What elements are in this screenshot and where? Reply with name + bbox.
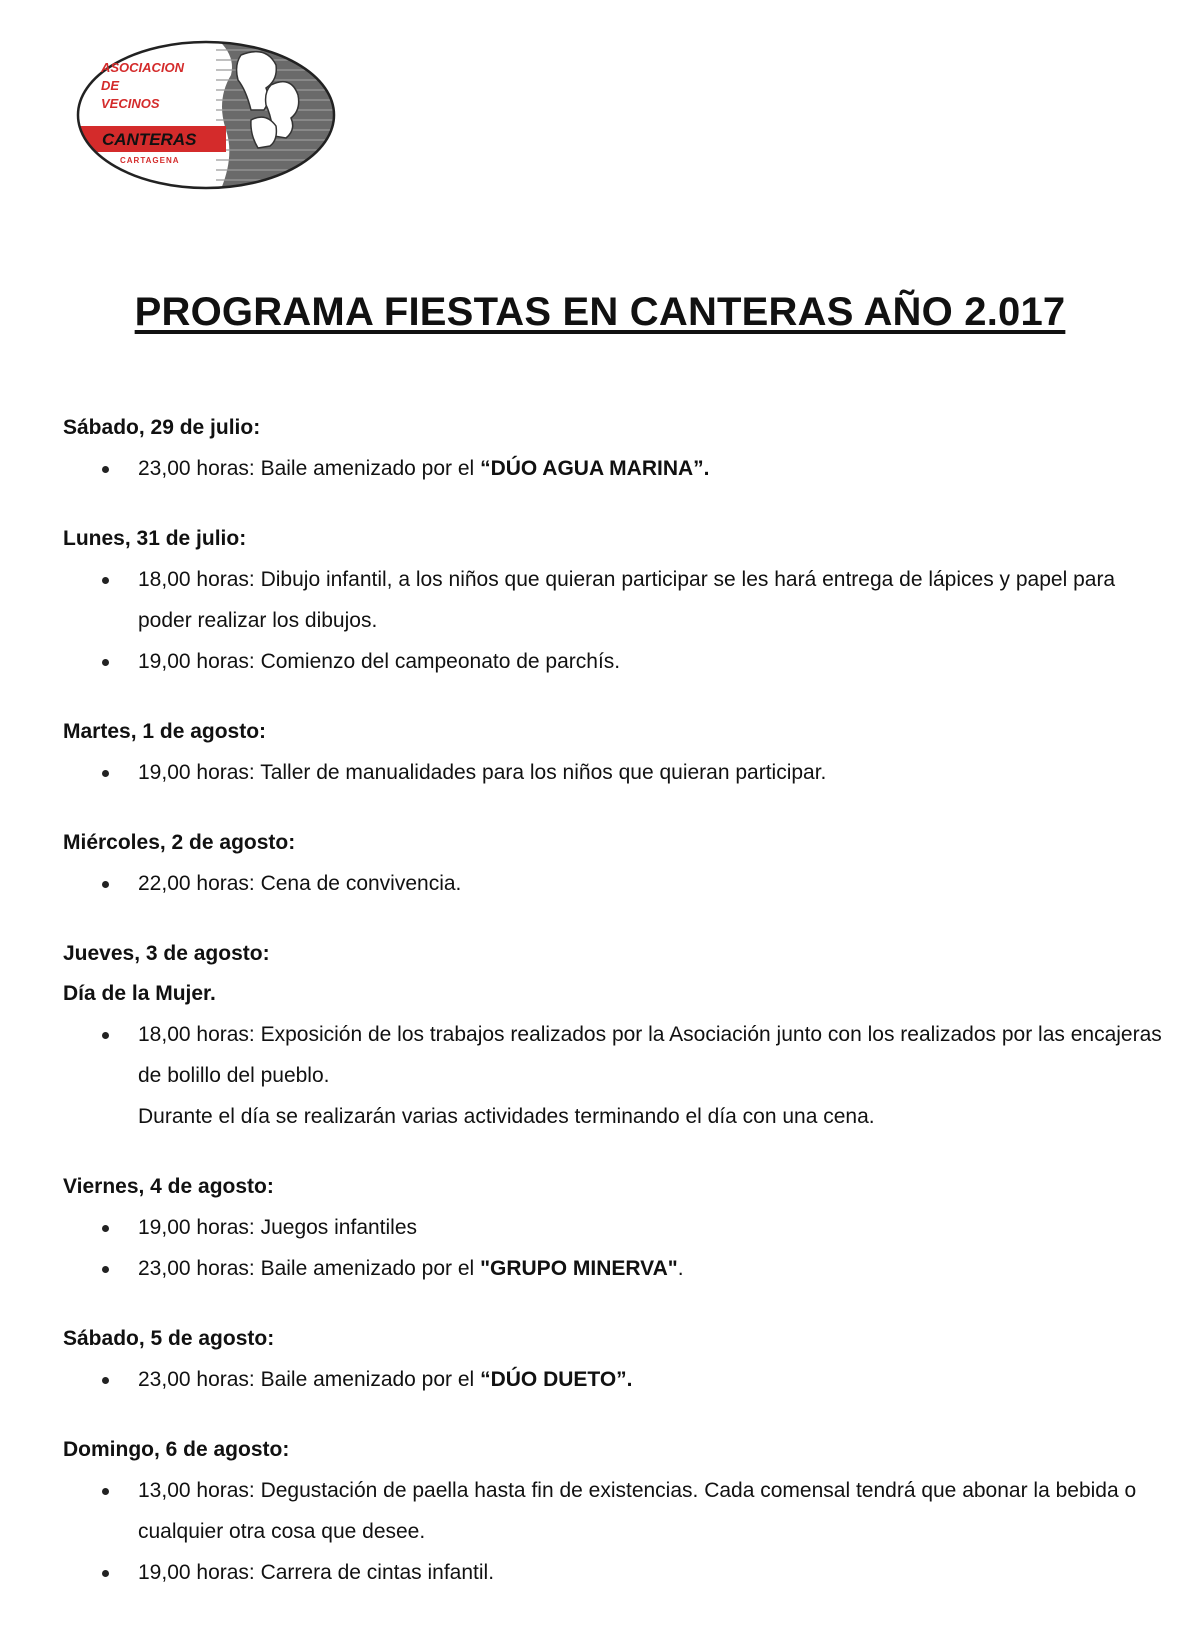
day-section	[63, 712, 1163, 793]
event-text: 18,00 horas: Dibujo infantil, a los niños que quieran participar se les hará entrega de lápices y papel para poder realizar los dibujos.	[138, 568, 1116, 632]
day-heading: Lunes, 31 de julio:	[63, 527, 247, 550]
logo-line-3: VECINOS	[101, 96, 160, 111]
event-performer: “DÚO AGUA MARINA”.	[480, 457, 710, 480]
day-heading: Domingo, 6 de agosto:	[63, 1438, 290, 1461]
day-heading: Sábado, 5 de agosto:	[63, 1327, 275, 1350]
day-section	[63, 408, 1163, 489]
page-title: PROGRAMA FIESTAS EN CANTERAS AÑO 2.017	[134, 290, 1066, 334]
event-item	[63, 1359, 1163, 1400]
logo-line-1: ASOCIACION	[101, 60, 185, 75]
event-performer: "GRUPO MINERVA"	[480, 1257, 678, 1280]
day-section	[63, 1167, 1163, 1289]
event-text: 18,00 horas: Exposición de los trabajos realizados por la Asociación junto con los realizados por las encajeras de bolillo del pueblo.	[138, 1023, 1162, 1087]
logo-place: CARTAGENA	[120, 156, 180, 165]
event-performer: “DÚO DUETO”.	[480, 1368, 633, 1391]
logo-line-2: DE	[101, 78, 120, 93]
association-logo	[66, 30, 346, 200]
day-section	[63, 1430, 1163, 1593]
event-text: 23,00 horas: Baile amenizado por el	[138, 457, 481, 480]
day-section	[63, 1319, 1163, 1400]
event-item	[63, 448, 1163, 489]
event-text: 19,00 horas: Taller de manualidades para los niños que quieran participar.	[138, 761, 827, 784]
program-list	[63, 408, 1163, 1623]
event-tail: .	[677, 1257, 684, 1280]
event-item	[63, 1552, 1163, 1593]
day-note: Durante el día se realizarán varias actividades terminando el día con una cena.	[138, 1105, 875, 1128]
event-item	[63, 641, 1163, 682]
event-item	[63, 1470, 1163, 1552]
event-text: 19,00 horas: Carrera de cintas infantil.	[138, 1561, 495, 1584]
event-text: 22,00 horas: Cena de convivencia.	[138, 872, 462, 895]
day-heading: Viernes, 4 de agosto:	[63, 1175, 274, 1198]
event-text: 19,00 horas: Juegos infantiles	[138, 1216, 418, 1239]
day-section	[63, 519, 1163, 682]
day-heading: Miércoles, 2 de agosto:	[63, 831, 296, 854]
event-text: 13,00 horas: Degustación de paella hasta fin de existencias. Cada comensal tendrá que abonar la bebida o cualquier otra cosa que desee.	[138, 1479, 1137, 1543]
event-item	[63, 1014, 1163, 1096]
day-section	[63, 823, 1163, 904]
event-item	[63, 752, 1163, 793]
event-item	[63, 1248, 1163, 1289]
event-item	[63, 559, 1163, 641]
day-heading: Martes, 1 de agosto:	[63, 720, 267, 743]
day-heading: Jueves, 3 de agosto:	[63, 942, 270, 965]
event-text: 23,00 horas: Baile amenizado por el	[138, 1257, 481, 1280]
event-item	[63, 863, 1163, 904]
event-item	[63, 1207, 1163, 1248]
day-heading: Sábado, 29 de julio:	[63, 416, 261, 439]
day-section	[63, 934, 1163, 1137]
event-text: 23,00 horas: Baile amenizado por el	[138, 1368, 481, 1391]
logo-name: CANTERAS	[102, 130, 197, 149]
event-text: 19,00 horas: Comienzo del campeonato de parchís.	[138, 650, 621, 673]
day-subheading: Día de la Mujer.	[63, 982, 216, 1005]
